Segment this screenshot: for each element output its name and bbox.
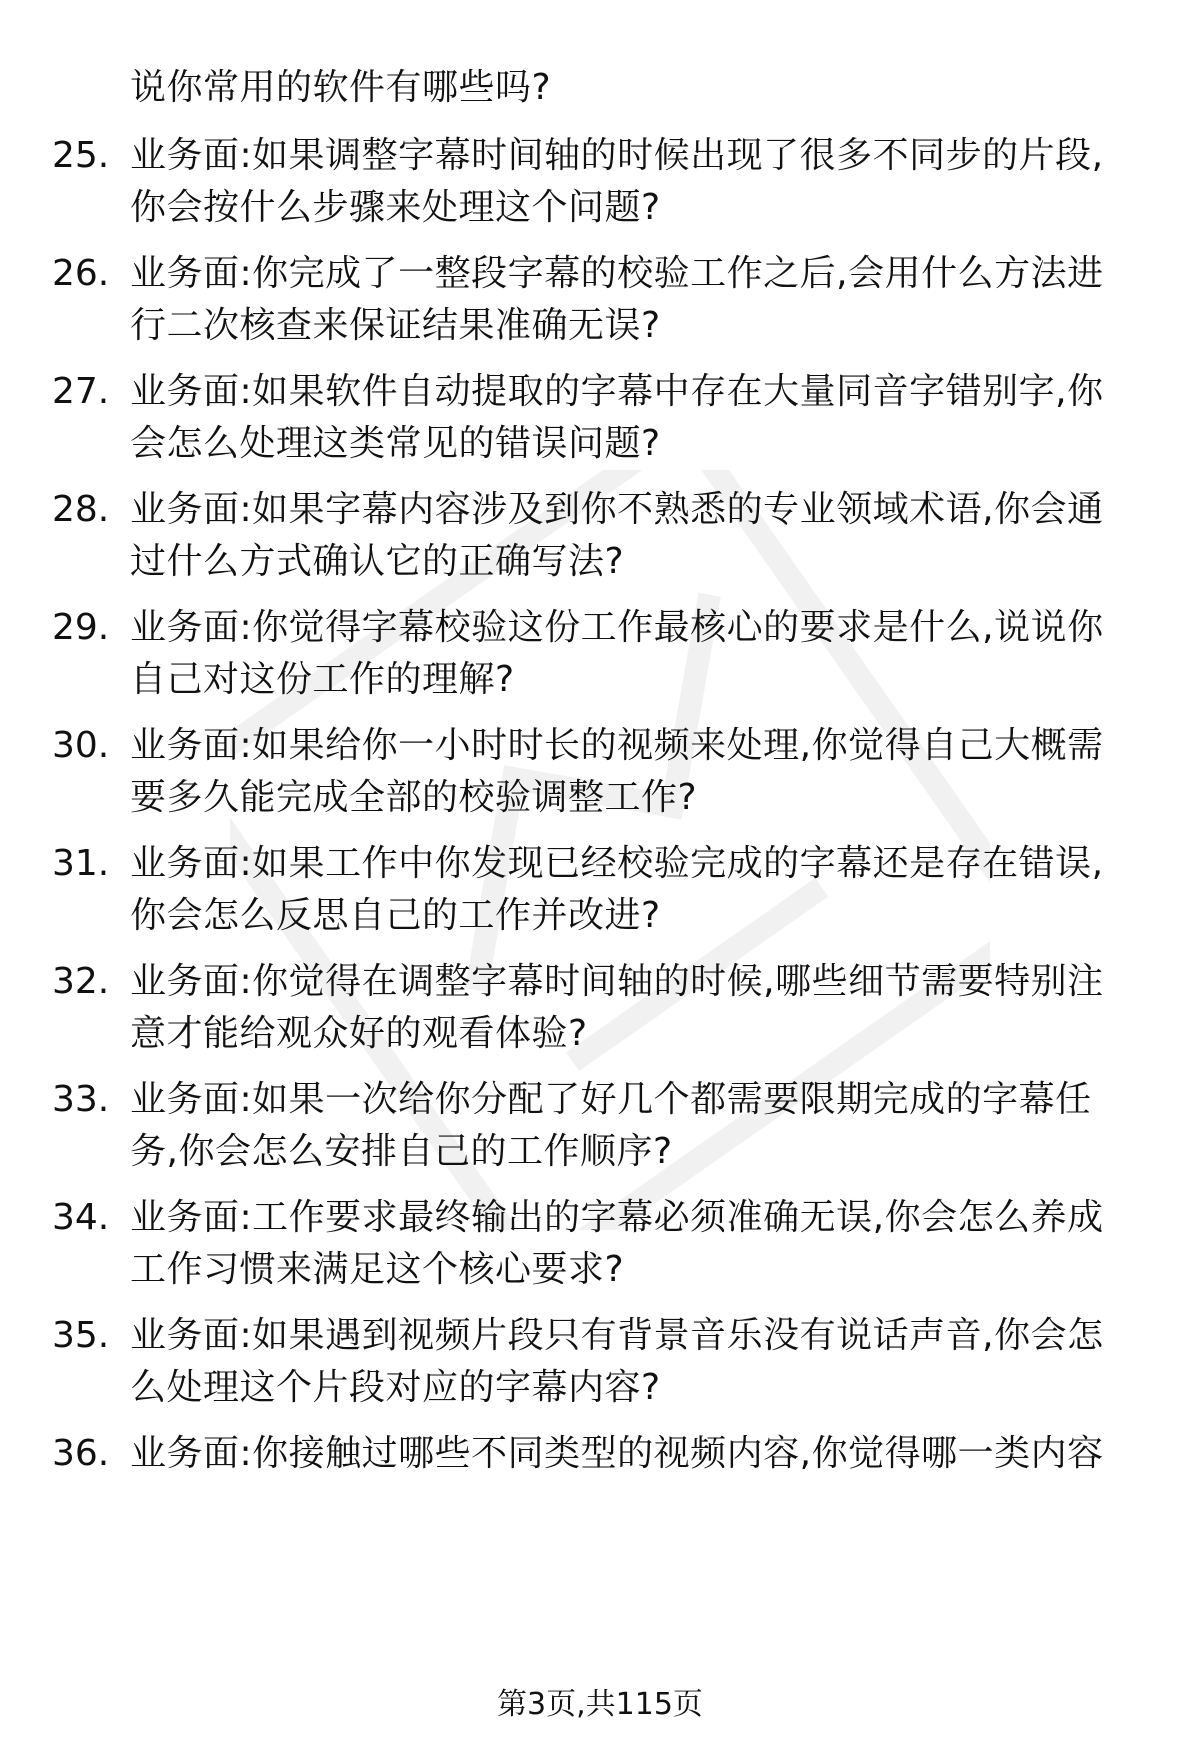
question-text [130,366,1175,470]
question-number: 27. [52,371,110,412]
question-number: 25. [52,135,110,176]
question-number: 28. [52,489,110,530]
question-number: 34. [52,1197,110,1238]
question-text-line: 业务面:如果工作中你发现已经校验完成的字幕还是存在错误, [130,843,1104,884]
question-text-line: 会怎么处理这类常见的错误问题? [130,423,661,464]
question-text [130,602,1175,706]
question-number: 35. [52,1315,110,1356]
question-text-line: 过什么方式确认它的正确写法? [130,541,625,582]
question-text [130,484,1175,588]
question-text [130,130,1175,234]
question-text-line: 行二次核查来保证结果准确无误? [130,305,661,346]
question-text-line: 业务面:你接触过哪些不同类型的视频内容,你觉得哪一类内容 [130,1433,1104,1474]
question-text-line: 你会按什么步骤来处理这个问题? [130,187,661,228]
question-text [130,1192,1175,1296]
question-text [130,720,1175,824]
question-text-line: 业务面:如果软件自动提取的字幕中存在大量同音字错别字,你 [130,371,1104,412]
question-text-line: 业务面:如果遇到视频片段只有背景音乐没有说话声音,你会怎 [130,1315,1104,1356]
question-text [130,1428,1175,1480]
question-number: 31. [52,843,110,884]
question-text [130,956,1175,1060]
question-text-line: 业务面:你觉得在调整字幕时间轴的时候,哪些细节需要特别注 [130,961,1104,1002]
question-number: 33. [52,1079,110,1120]
question-text-line: 工作习惯来满足这个核心要求? [130,1249,625,1290]
question-number: 36. [52,1433,110,1474]
question-text-line: 你会怎么反思自己的工作并改进? [130,895,661,936]
question-text [130,838,1175,942]
question-number: 29. [52,607,110,648]
question-text-line: 业务面:如果字幕内容涉及到你不熟悉的专业领域术语,你会通 [130,489,1104,530]
question-number: 30. [52,725,110,766]
question-text-line: 业务面:如果给你一小时时长的视频来处理,你觉得自己大概需 [130,725,1104,766]
question-number: 26. [52,253,110,294]
question-text-line: 务,你会怎么安排自己的工作顺序? [130,1131,673,1172]
question-text-line: 业务面:如果调整字幕时间轴的时候出现了很多不同步的片段, [130,135,1104,176]
question-text-line: 业务面:如果一次给你分配了好几个都需要限期完成的字幕任 [130,1079,1092,1120]
question-text [130,1310,1175,1414]
page-footer: 第3页,共115页 [497,1687,703,1722]
question-text [130,248,1175,352]
question-text-line: 要多久能完成全部的校验调整工作? [130,777,698,818]
question-text-line: 么处理这个片段对应的字幕内容? [130,1367,661,1408]
question-text-line: 业务面:你完成了一整段字幕的校验工作之后,会用什么方法进 [130,253,1104,294]
question-text [130,1074,1175,1178]
question-text-line: 意才能给观众好的观看体验? [130,1013,588,1054]
continued-question-text: 说你常用的软件有哪些吗? [130,67,552,108]
question-text-line: 业务面:工作要求最终输出的字幕必须准确无误,你会怎么养成 [130,1197,1104,1238]
question-number: 32. [52,961,110,1002]
question-text-line: 自己对这份工作的理解? [130,659,515,700]
question-text-line: 业务面:你觉得字幕校验这份工作最核心的要求是什么,说说你 [130,607,1104,648]
